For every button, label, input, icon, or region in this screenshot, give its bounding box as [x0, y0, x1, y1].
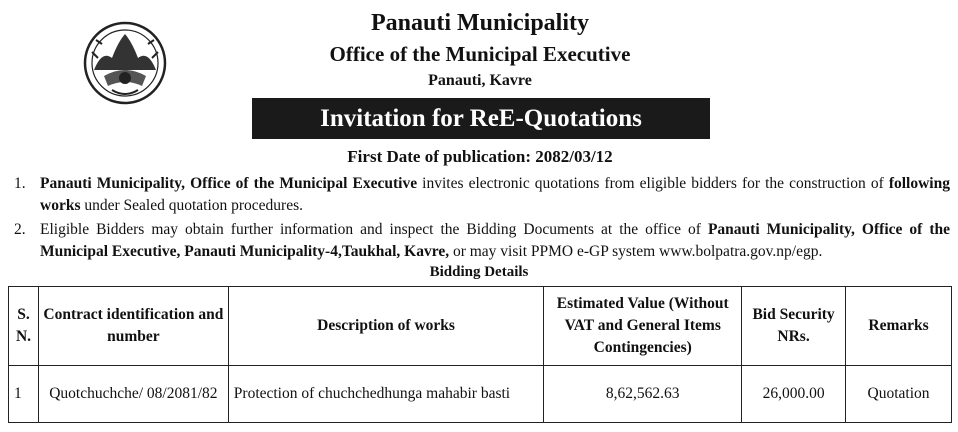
organization-name: Panauti Municipality [370, 10, 590, 36]
header-estimate: Estimated Value (Without VAT and General Items Contingencies) [544, 287, 742, 366]
header-remarks: Remarks [846, 287, 952, 366]
nepal-government-emblem-icon [82, 20, 168, 106]
publication-date: First Date of publication: 2082/03/12 [347, 147, 613, 166]
paragraph-1-text [40, 173, 950, 217]
paragraph-1-number: 1. [14, 175, 26, 192]
p1-text-b: under Sealed quotation procedures. [80, 197, 304, 214]
header-security: Bid Security NRs. [742, 287, 846, 366]
bidding-details-title: Bidding Details [429, 264, 529, 280]
table-header-row [9, 287, 952, 366]
office-location: Panauti, Kavre [428, 72, 532, 89]
paragraph-2-text [40, 219, 950, 263]
paragraph-2-number: 2. [14, 221, 26, 238]
cell-contract: Quotchuchche/ 08/2081/82 [38, 366, 228, 423]
p2-text-a: Eligible Bidders may obtain further information and inspect the Bidding Documents at the office of [40, 221, 708, 238]
header-description: Description of works [228, 287, 544, 366]
cell-sn: 1 [9, 366, 39, 423]
cell-description: Protection of chuchchedhunga mahabir basti [228, 366, 544, 423]
paragraph-2 [14, 219, 950, 263]
cell-security: 26,000.00 [742, 366, 846, 423]
table-row [9, 366, 952, 423]
p1-bold-a: Panauti Municipality, Office of the Municipal Executive [40, 175, 418, 192]
bidding-details-table [8, 286, 952, 423]
p2-text-b: or may visit PPMO e-GP system www.bolpatra.gov.np/egp. [449, 243, 823, 260]
notice-title-banner: Invitation for ReE-Quotations [252, 98, 710, 139]
office-name: Office of the Municipal Executive [329, 42, 631, 66]
header-contract: Contract identification and number [38, 287, 228, 366]
cell-remarks: Quotation [846, 366, 952, 423]
p1-bold-b: following works [40, 175, 950, 214]
p2-bold-a: Panauti Municipality, Office of the Municipal Executive, Panauti Municipality-4,Taukhal, Kavre, [40, 221, 950, 260]
p1-text-a: invites electronic quotations from eligible bidders for the construction of [417, 175, 889, 192]
paragraph-1 [14, 173, 950, 217]
cell-estimate: 8,62,562.63 [544, 366, 742, 423]
header-sn: S. N. [9, 287, 39, 366]
